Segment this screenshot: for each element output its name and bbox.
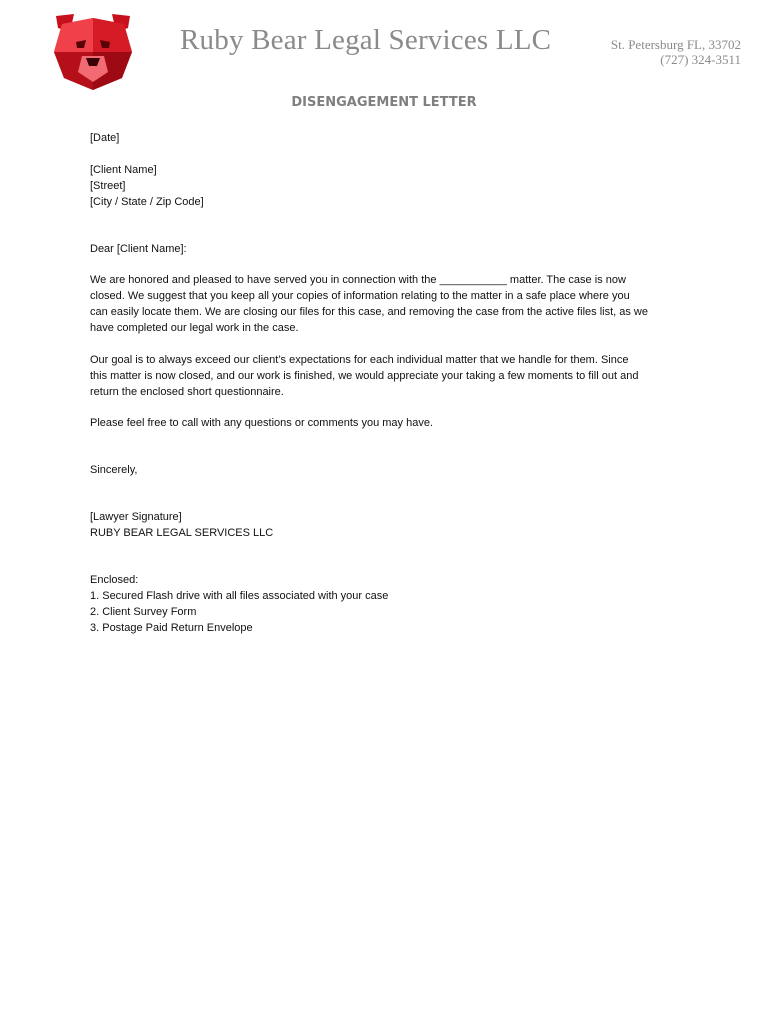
recipient-address-block — [90, 162, 682, 210]
contact-info — [611, 37, 741, 67]
closing-block — [90, 462, 682, 478]
signature-firm: RUBY BEAR LEGAL SERVICES LLC — [90, 527, 274, 539]
paragraph-2-line: Our goal is to always exceed our client’s expectations for each individual matter that we handle for them. Since — [90, 354, 629, 366]
firm-address: St. Petersburg FL, 33702 — [610, 37, 741, 52]
enclosed-label: Enclosed: — [90, 574, 139, 586]
paragraph-2-line: return the enclosed short questionnaire. — [90, 386, 284, 398]
signature-block — [90, 509, 682, 541]
paragraph-1-line: We are honored and pleased to have served you in connection with the ___________ matter. The case is now — [90, 274, 626, 286]
firm-name: Ruby Bear Legal Services LLC — [180, 24, 552, 56]
firm-phone: (727) 324-3511 — [660, 52, 741, 67]
recipient-name: [Client Name] — [90, 164, 157, 176]
bear-logo-icon — [52, 12, 134, 92]
document-title: DISENGAGEMENT LETTER — [291, 95, 477, 110]
paragraph-1-line: have completed our legal work in the case. — [90, 322, 299, 334]
enclosed-item: 2. Client Survey Form — [90, 606, 197, 618]
paragraph-3-text: Please feel free to call with any questions or comments you may have. — [90, 417, 434, 429]
lawyer-signature: [Lawyer Signature] — [90, 511, 182, 523]
paragraph-2 — [90, 352, 682, 400]
salutation-block — [90, 241, 682, 257]
enclosed-block — [90, 572, 682, 636]
enclosed-list — [90, 588, 682, 636]
paragraph-2-line: this matter is now closed, and our work is finished, we would appreciate your taking a few moments to fill out and — [90, 370, 639, 382]
enclosed-item: 3. Postage Paid Return Envelope — [90, 622, 253, 634]
enclosed-item: 1. Secured Flash drive with all files associated with your case — [90, 590, 389, 602]
salutation: Dear [Client Name]: — [90, 243, 187, 255]
paragraph-1-line: can easily locate them. We are closing our files for this case, and removing the case from the active files list, as we — [90, 306, 648, 318]
paragraph-3 — [90, 415, 682, 431]
closing: Sincerely, — [90, 464, 138, 476]
paragraph-1 — [90, 272, 682, 336]
letter-date: [Date] — [90, 132, 120, 144]
recipient-city-state-zip: [City / State / Zip Code] — [90, 196, 204, 208]
recipient-street: [Street] — [90, 180, 126, 192]
paragraph-1-line: closed. We suggest that you keep all your copies of information relating to the matter in a safe place where you — [90, 290, 630, 302]
letter-date-block — [90, 130, 682, 146]
